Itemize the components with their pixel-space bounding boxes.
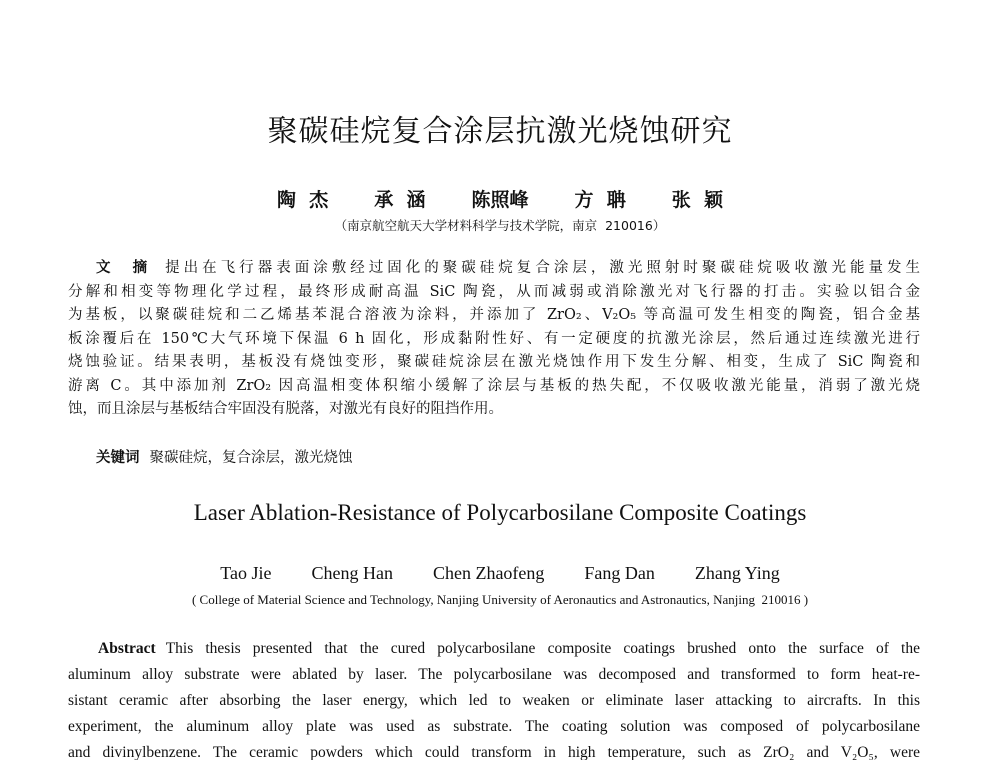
chinese-abstract-line: 烧蚀验证。结果表明，基板没有烧蚀变形，聚碳硅烷涂层在激光烧蚀作用下发生分解、相变，生成了 SiC 陶瓷和: [68, 354, 920, 370]
chinese-abstract-line: 文 摘 提出在飞行器表面涂敷经过固化的聚碳硅烷复合涂层，激光照射时聚碳硅烷吸收激光能量发生: [96, 260, 920, 276]
english-affiliation: ( College of Material Science and Technology, Nanjing University of Aeronautics and Astronautics, Nanjing 210016 ): [191, 592, 809, 607]
chinese-author: 张 颖: [671, 189, 723, 211]
english-abstract-line: Abstract This thesis presented that the cured polycarbosilane composite coatings brushed onto the surface of the: [98, 640, 920, 657]
chinese-author: 陈照峰: [471, 189, 529, 211]
chinese-author: 陶 杰: [277, 189, 329, 211]
chinese-abstract-line: 为基板，以聚碳硅烷和二乙烯基苯混合溶液为涂料，并添加了 ZrO₂、V₂O₅ 等高温可发生相变的陶瓷，铝合金基: [68, 307, 920, 323]
english-author: Zhang Ying: [694, 563, 780, 583]
chinese-author: 方 聃: [574, 189, 626, 211]
english-abstract: [68, 636, 920, 760]
chinese-affiliation: （南京航空航天大学材料科学与技术学院，南京 210016）: [334, 218, 666, 233]
english-title: Laser Ablation-Resistance of Polycarbosilane Composite Coatings: [193, 500, 807, 525]
chinese-keywords: [96, 446, 353, 467]
chinese-author: 承 涵: [374, 189, 426, 211]
chinese-abstract-line: 分解和相变等物理化学过程，最终形成耐高温 SiC 陶瓷，从而减弱或消除激光对飞行器的打击。实验以铝合金: [68, 283, 920, 300]
english-abstract-line: experiment, the aluminum alloy plate was used as substrate. The coating solution was composed of polycarbosilane: [68, 718, 920, 735]
english-author: Tao Jie: [220, 563, 272, 583]
chinese-title: 聚碳硅烷复合涂层抗激光烧蚀研究: [267, 114, 733, 149]
chinese-keywords-text: 聚碳硅烷，复合涂层，激光烧蚀: [149, 450, 353, 466]
english-abstract-line: sistant ceramic after absorbing the laser energy, which led to weaken or eliminate laser attacking to aircrafts. In this: [68, 692, 920, 709]
english-author: Fang Dan: [584, 563, 655, 583]
chinese-abstract-line: 蚀，而且涂层与基板结合牢固没有脱落，对激光有良好的阻挡作用。: [68, 401, 503, 417]
english-author: Chen Zhaofeng: [432, 563, 545, 583]
english-abstract-label: Abstract: [98, 640, 156, 657]
english-abstract-line: and divinylbenzene. The ceramic powders which could transform in high temperature, such as ZrO₂ and V₂O₅, were: [68, 744, 920, 760]
english-author: Cheng Han: [311, 563, 393, 583]
english-author-list: [0, 563, 1000, 584]
english-abstract-line: aluminum alloy substrate were ablated by laser. The polycarbosilane was decomposed and transformed to form heat-re-: [68, 666, 920, 683]
chinese-abstract-line: 游离 C。其中添加剂 ZrO₂ 因高温相变体积缩小缓解了涂层与基板的热失配，不仅吸收激光能量，消弱了激光烧: [68, 377, 920, 394]
chinese-abstract-label: 文 摘: [96, 260, 152, 276]
chinese-abstract-line: 板涂覆后在 150℃大气环境下保温 6 h 固化，形成黏附性好、有一定硬度的抗激光涂层，然后通过连续激光进行: [68, 330, 920, 347]
chinese-author-list: [0, 185, 1000, 212]
chinese-abstract: [68, 257, 920, 422]
chinese-keywords-label: 关键词: [96, 450, 140, 466]
